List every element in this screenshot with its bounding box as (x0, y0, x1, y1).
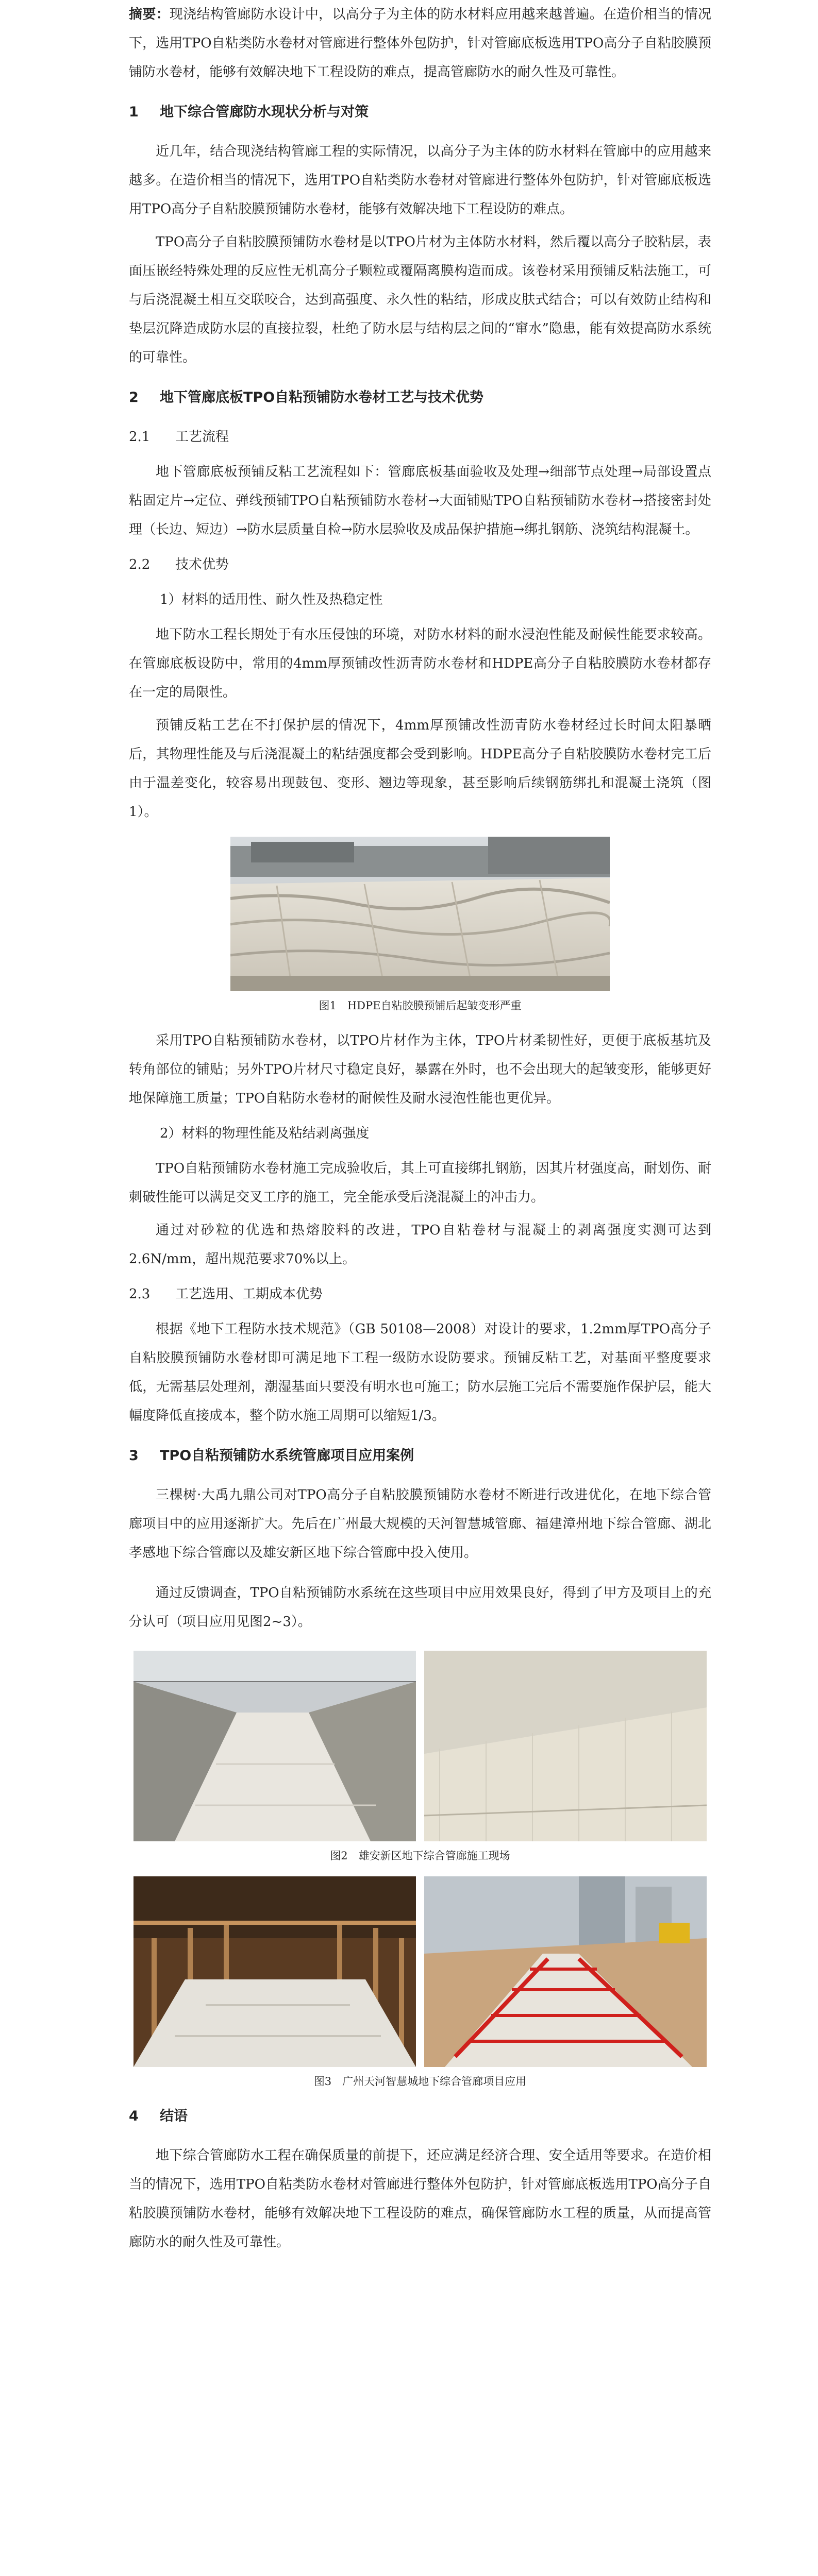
subsection-title: 工艺流程 (175, 429, 229, 445)
section-number: 2 (129, 389, 139, 405)
section-title: 结语 (160, 2108, 188, 2124)
paragraph: 三棵树·大禹九鼎公司对TPO高分子自粘胶膜预铺防水卷材不断进行改进优化，在地下综合管廊项目中的应用逐渐扩大。先后在广州最大规模的天河智慧城管廊、福建漳州地下综合管廊、湖北孝感地下综合管廊以及雄安新区地下综合管廊中投入使用。 (129, 1487, 711, 1561)
paragraph: 采用TPO自粘预铺防水卷材，以TPO片材作为主体，TPO片材柔韧性好，更便于底板基坑及转角部位的铺贴；另外TPO片材尺寸稳定良好，暴露在外时，也不会出现大的起皱变形，能够更好地保障施工质量；TPO自粘防水卷材的耐候性及耐水浸泡性能也更优异。 (129, 1033, 711, 1106)
figure-3 (133, 1876, 707, 2067)
section-title: 地下管廊底板TPO自粘预铺防水卷材工艺与技术优势 (160, 389, 484, 405)
section-2-heading (129, 383, 711, 412)
figure-3-photo-left (133, 1876, 416, 2067)
section-number: 1 (129, 104, 139, 120)
paragraph: 通过对砂粒的优选和热熔胶料的改进，TPO自粘卷材与混凝土的剥离强度实测可达到2.6N/mm，超出规范要求70%以上。 (129, 1223, 711, 1267)
subsection-number: 2.2 (129, 557, 151, 572)
paragraph: 根据《地下工程防水技术规范》（GB 50108—2008）对设计的要求，1.2mm厚TPO高分子自粘胶膜预铺防水卷材即可满足地下工程一级防水设防要求。预铺反粘工艺，对基面平整度要求低，无需基层处理剂，潮湿基面只要没有明水也可施工；防水层施工完后不需要施作保护层，能大幅度降低直接成本，整个防水施工周期可以缩短1/3。 (129, 1321, 711, 1423)
paragraph: 地下综合管廊防水工程在确保质量的前提下，还应满足经济合理、安全适用等要求。在造价相当的情况下，选用TPO自粘类防水卷材对管廊进行整体外包防护，针对管廊底板选用TPO高分子自粘胶膜预铺防水卷材，能够有效解决地下工程设防的难点，确保管廊防水工程的质量，从而提高管廊防水的耐久性及可靠性。 (129, 2148, 711, 2250)
figure-3-photo-right (424, 1876, 707, 2067)
figure-3-caption: 图3 广州天河智慧城地下综合管廊项目应用 (313, 2075, 527, 2088)
paragraph: 近几年，结合现浇结构管廊工程的实际情况，以高分子为主体的防水材料在管廊中的应用越来越多。在造价相当的情况下，选用TPO自粘类防水卷材对管廊进行整体外包防护，针对管廊底板选用TPO高分子自粘胶膜预铺防水卷材，能够有效解决地下工程设防的难点。 (129, 144, 711, 217)
section-3-heading (129, 1442, 711, 1470)
figure-1 (230, 837, 610, 991)
paragraph: TPO高分子自粘胶膜预铺防水卷材是以TPO片材为主体防水材料，然后覆以高分子胶粘层，表面压嵌经特殊处理的反应性无机高分子颗粒或覆隔离膜构造而成。该卷材采用预铺反粘法施工，可与后浇混凝土相互交联咬合，达到高强度、永久性的粘结，形成皮肤式结合；可以有效防止结构和垫层沉降造成防水层的直接拉裂，杜绝了防水层与结构层之间的“窜水”隐患，能有效提高防水系统的可靠性。 (129, 234, 711, 365)
abstract-text: 现浇结构管廊防水设计中，以高分子为主体的防水材料应用越来越普遍。在造价相当的情况下，选用TPO自粘类防水卷材对管廊进行整体外包防护，针对管廊底板选用TPO高分子自粘胶膜预铺防水卷材，能够有效解决地下工程设防的难点，提高管廊防水的耐久性及可靠性。 (129, 7, 711, 80)
figure-2-photo-left (133, 1651, 416, 1841)
abstract (129, 0, 711, 87)
subsection-number: 2.3 (129, 1286, 151, 1302)
sub-item-heading: 1）材料的适用性、耐久性及热稳定性 (160, 592, 383, 607)
subsection-title: 工艺选用、工期成本优势 (175, 1286, 323, 1302)
figure-2 (133, 1651, 707, 1841)
sub-item-heading: 2）材料的物理性能及粘结剥离强度 (160, 1126, 370, 1141)
subsection-2-2-heading (129, 550, 711, 579)
paragraph: 地下管廊底板预铺反粘工艺流程如下：管廊底板基面验收及处理→细部节点处理→局部设置点粘固定片→定位、弹线预铺TPO自粘预铺防水卷材→大面铺贴TPO自粘预铺防水卷材→搭接密封处理（长边、短边）→防水层质量自检→防水层验收及成品保护措施→绑扎钢筋、浇筑结构混凝土。 (129, 464, 711, 537)
subsection-2-1-heading (129, 422, 711, 451)
figure-2-caption: 图2 雄安新区地下综合管廊施工现场 (330, 1850, 510, 1862)
figure-1-caption: 图1 HDPE自粘胶膜预铺后起皱变形严重 (319, 999, 522, 1012)
section-title: 地下综合管廊防水现状分析与对策 (160, 104, 369, 120)
subsection-2-3-heading (129, 1280, 711, 1309)
section-1-heading (129, 98, 711, 127)
paragraph: 地下防水工程长期处于有水压侵蚀的环境，对防水材料的耐水浸泡性能及耐候性能要求较高。在管廊底板设防中，常用的4mm厚预铺改性沥青防水卷材和HDPE高分子自粘胶膜防水卷材都存在一定的局限性。 (129, 627, 711, 700)
section-number: 4 (129, 2108, 139, 2124)
section-title: TPO自粘预铺防水系统管廊项目应用案例 (160, 1448, 414, 1464)
subsection-number: 2.1 (129, 429, 151, 445)
section-4-heading (129, 2102, 711, 2131)
figure-1-photo (230, 837, 610, 991)
section-number: 3 (129, 1448, 139, 1464)
paragraph: TPO自粘预铺防水卷材施工完成验收后，其上可直接绑扎钢筋，因其片材强度高，耐划伤、耐刺破性能可以满足交叉工序的施工，完全能承受后浇混凝土的冲击力。 (129, 1161, 711, 1205)
article-body (129, 0, 711, 2257)
abstract-label: 摘要： (129, 7, 170, 22)
figure-2-photo-right (424, 1651, 707, 1841)
subsection-title: 技术优势 (175, 557, 229, 572)
paragraph: 预铺反粘工艺在不打保护层的情况下，4mm厚预铺改性沥青防水卷材经过长时间太阳暴晒后，其物理性能及与后浇混凝土的粘结强度都会受到影响。HDPE高分子自粘胶膜防水卷材完工后由于温差变化，较容易出现鼓包、变形、翘边等现象，甚至影响后续钢筋绑扎和混凝土浇筑（图1）。 (129, 718, 711, 820)
paragraph: 通过反馈调查，TPO自粘预铺防水系统在这些项目中应用效果良好，得到了甲方及项目上的充分认可（项目应用见图2~3）。 (129, 1585, 711, 1630)
